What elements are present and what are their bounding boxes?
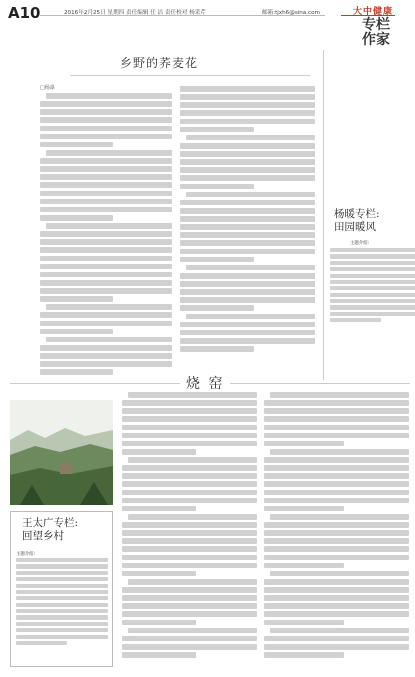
article-title-top: 乡野的荞麦花 — [120, 56, 199, 70]
landscape-photo — [10, 400, 113, 505]
article-body-col1 — [40, 93, 172, 377]
article-byline-top: □杨瀑 — [40, 85, 55, 91]
logo-rule — [341, 15, 395, 16]
bottom-article-col1 — [122, 392, 257, 660]
logo-brand-text: 大中健康 — [353, 7, 394, 17]
issue-meta: 2016年2月25日 星期四 责任编辑 任 洁 责任校对 杨采芹 — [64, 10, 206, 16]
header-rule — [40, 15, 325, 16]
section-title-bottom: 烧 窑 — [180, 373, 230, 393]
profile-bio-label-bottom: 主题介绍: — [16, 552, 36, 557]
bottom-article-col2 — [264, 392, 409, 660]
article-body-col2 — [180, 86, 315, 354]
profile-name-top: 杨暖专栏: 田园暖风 — [334, 208, 380, 233]
page-number: A10 — [8, 4, 41, 22]
column-divider — [323, 50, 324, 380]
landscape-photo-image — [10, 400, 113, 505]
title-underline — [70, 75, 310, 76]
profile-bio-label-top: 主题介绍: — [350, 241, 370, 246]
column-logo — [341, 4, 413, 48]
profile-name-bottom: 王太广专栏: 回望乡村 — [22, 517, 79, 542]
profile-bio-top — [330, 248, 415, 325]
profile-bio-bottom — [16, 558, 108, 647]
logo-column-name: 专栏作家 — [362, 17, 390, 48]
editor-email: 邮箱:tjxh6@sina.com — [262, 10, 320, 16]
